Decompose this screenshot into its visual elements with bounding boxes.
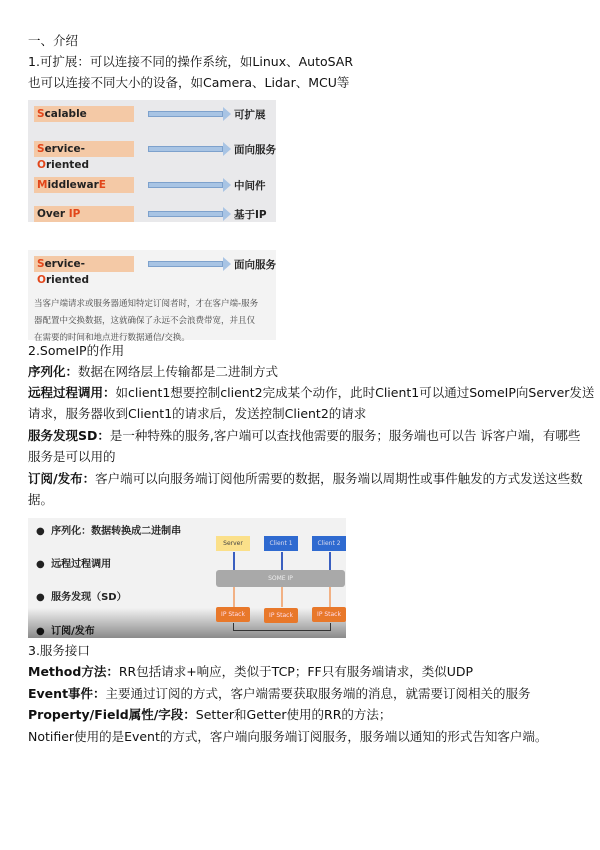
item-event: Event事件：主要通过订阅的方式，客户端需要获取服务端的消息，就需要订阅相关的服务 [28, 686, 531, 701]
label-cn: 可扩展 [234, 109, 266, 121]
figure-service-oriented [28, 250, 276, 343]
bullet: ● 服务发现（SD） [36, 592, 127, 603]
label-cn: 面向服务 [234, 259, 276, 271]
row-service-oriented: Service-Oriented [34, 141, 134, 157]
item-rpc-cont: 请求，服务器收到Client1的请求后，发送控制Client2的请求 [28, 406, 367, 421]
row-middleware: MiddlewarE [34, 177, 134, 193]
bullet: ● 订阅/发布 [36, 626, 95, 637]
row-scalable: Scalable [34, 106, 134, 122]
item-method: Method方法：RR包括请求+响应，类似于TCP；FF只有服务端请求，类似UDP [28, 664, 474, 679]
label-cn: 中间件 [234, 180, 266, 192]
arrow-icon [148, 182, 223, 188]
section2-heading: 2.SomeIP的作用 [28, 343, 125, 358]
bullet: ● 序列化：数据转换成二进制串 [36, 526, 182, 537]
notifier-line: Notifier使用的是Event的方式，客户端向服务端订阅服务，服务端以通知的形式告知客户端。 [28, 729, 548, 744]
item-pubsub-cont: 据。 [28, 492, 54, 507]
scalable-line: 1.可扩展：可以连接不同的操作系统，如Linux、AutoSAR [28, 54, 354, 69]
figure-someip-architecture [28, 518, 346, 638]
client1-box: Client 1 [264, 536, 298, 551]
row-over-ip: Over IP [34, 206, 134, 222]
label-cn: 面向服务 [234, 144, 276, 156]
someip-bar: SOME IP [216, 570, 345, 587]
item-rpc: 远程过程调用：如client1想要控制client2完成某个动作，此时Client1可以通过SomeIP向Server发送 [28, 385, 595, 400]
section3-heading: 3.服务接口 [28, 643, 90, 658]
client2-box: Client 2 [312, 536, 346, 551]
item-sd-cont: 服务是可以用的 [28, 449, 116, 464]
figure-someip-acronym [28, 100, 276, 222]
ip-stack-box: IP Stack [216, 607, 250, 622]
item-pubsub: 订阅/发布：客户端可以向服务端订阅他所需要的数据，服务端以周期性或事件触发的方式发送这些数 [28, 471, 583, 486]
item-field: Property/Field属性/字段：Setter和Getter使用的RR的方法； [28, 707, 392, 722]
ip-stack-box: IP Stack [264, 608, 298, 623]
arrow-icon [148, 111, 223, 117]
devices-line: 也可以连接不同大小的设备，如Camera、Lidar、MCU等 [28, 75, 350, 90]
row-service-oriented: Service-Oriented [34, 256, 134, 272]
arrow-icon [148, 211, 223, 217]
ip-stack-box: IP Stack [312, 607, 346, 622]
arrow-icon [148, 146, 223, 152]
arrow-icon [148, 261, 223, 267]
figure-description: 当客户端请求或服务器通知特定订阅者时，才在客户端-服务 器配置中交换数据，这就确保了永远不会浪费带宽，并且仅 在需要的时间和地点进行数据通信/交换。 [34, 299, 259, 343]
bullet: ● 远程过程调用 [36, 559, 112, 570]
item-sd: 服务发现SD：是一种特殊的服务,客户端可以查找他需要的服务；服务端也可以告 诉客户端，有哪些 [28, 428, 581, 443]
label-cn: 基于IP [234, 209, 267, 221]
section1-heading: 一、介绍 [28, 33, 79, 48]
server-box: Server [216, 536, 250, 551]
item-serialization: 序列化：数据在网络层上传输都是二进制方式 [28, 364, 279, 379]
